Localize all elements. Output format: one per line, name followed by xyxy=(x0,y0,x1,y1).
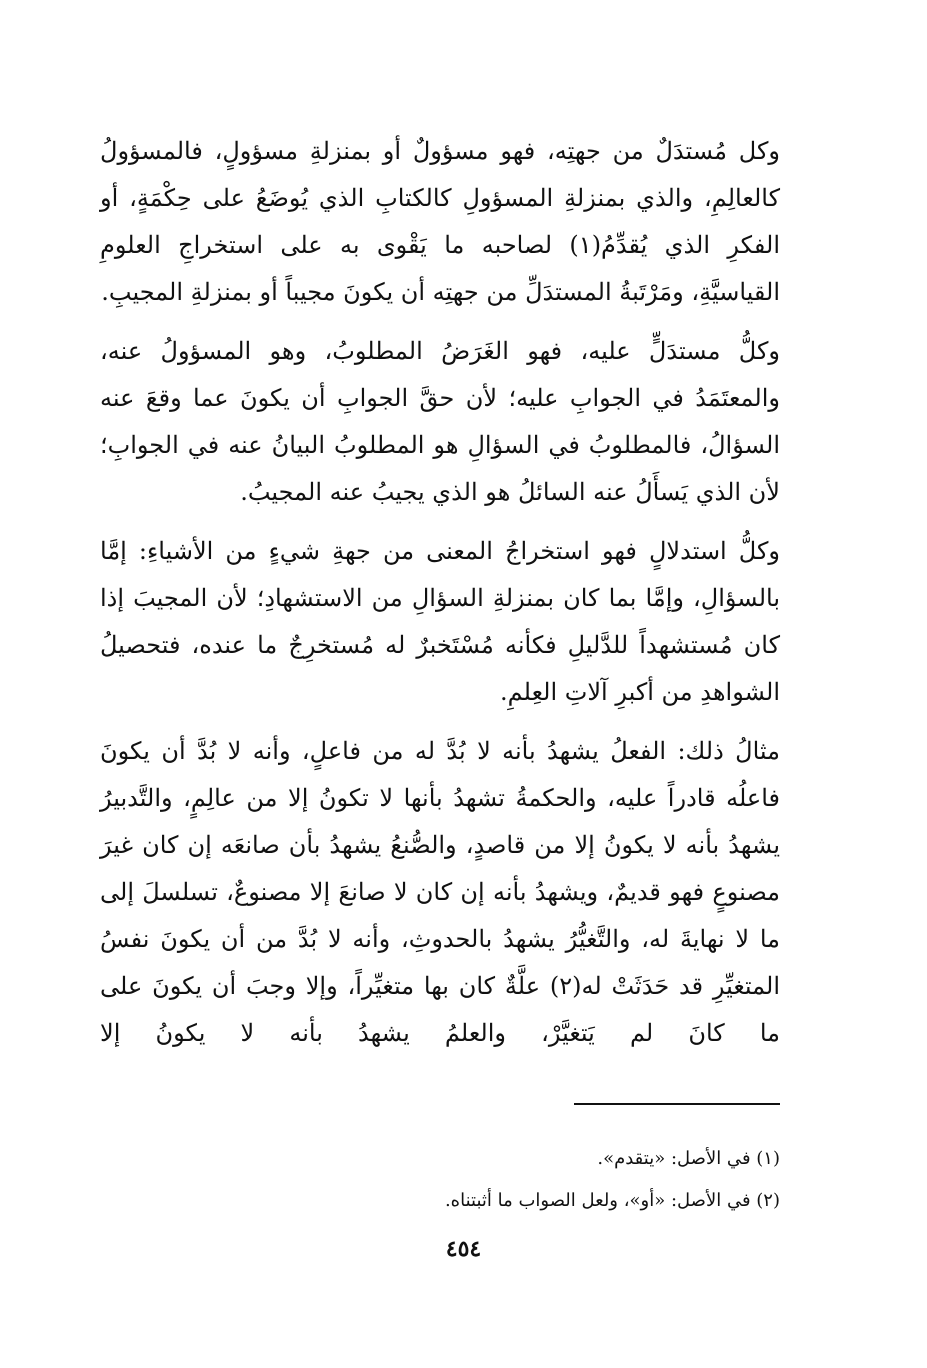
paragraph-3: وكلُّ استدلالٍ فهو استخراجُ المعنى من جهةِ شيءٍ من الأشياءِ: إمَّا بالسؤالِ، وإمَّا بما كان بمنزلةِ السؤالِ من الاستشهادِ؛ لأن المجيبَ إذا كان مُستشهداً للدَّليلِ فكأنه مُسْتَخبرٌ له مُستخرِجٌ ما عنده، فتحصيلُ الشواهدِ من أكبرِ آلاتِ العِلمِ. xyxy=(100,537,780,706)
paragraph-4: مثالُ ذلك: الفعلُ يشهدُ بأنه لا بُدَّ له من فاعلٍ، وأنه لا بُدَّ أن يكونَ فاعلُه قادراً عليه، والحكمةُ تشهدُ بأنها لا تكونُ إلا من عالِمٍ، والتَّدبيرُ يشهدُ بأنه لا يكونُ إلا من قاصدٍ، والصُّنعُ يشهدُ بأن صانعَه إن كان غيرَ مصنوعٍ فهو قديمٌ، ويشهدُ بأنه إن كان لا صانعَ إلا مصنوعٌ، تسلسلَ إلى ما لا نهايةَ له، والتَّغيُّرُ يشهدُ بالحدوثِ، وأنه لا بُدَّ من أن يكونَ نفسُ المتغيِّرِ قد حَدَثَتْ له(٢) علَّةٌ كان بها متغيِّراً، وإلا وجبَ أن يكونَ على ما كانَ لم يَتغيَّرْ، والعلمُ يشهدُ بأنه لا يكونُ إلا xyxy=(100,737,781,1047)
footnotes xyxy=(100,1138,780,1222)
footnote-1: (١) في الأصل: «يتقدم». xyxy=(597,1148,780,1169)
page-number: ٤٥٤ xyxy=(445,1236,482,1262)
footnote-separator xyxy=(574,1103,780,1105)
footnote-2: (٢) في الأصل: «أو»، ولعل الصواب ما أثبتناه. xyxy=(444,1190,780,1211)
paragraph-2: وكلُّ مستدَلٍّ عليه، فهو الغَرَضُ المطلوبُ، وهو المسؤولُ عنه، والمعتَمَدُ في الجوابِ عليه؛ لأن حقَّ الجوابِ أن يكونَ عما وقعَ عنه السؤالُ، فالمطلوبُ في السؤالِ هو المطلوبُ البيانُ عنه في الجوابِ؛ لأن الذي يَسأَلُ عنه السائلُ هو الذي يجيبُ عنه المجيبُ. xyxy=(100,337,781,506)
paragraph-1: وكل مُستدَلٌ من جهتِه، فهو مسؤولٌ أو بمنزلةِ مسؤولٍ، فالمسؤولُ كالعالِمِ، والذي بمنزلةِ المسؤولِ كالكتابِ الذي يُوضَعُ على حِكْمَةٍ، أو الفكرِ الذي يُقدِّمُ(١) لصاحبه ما يَقْوى به على استخراجِ العلومِ القياسيَّةِ، ومَرْتَبةُ المستدَلِّ من جهتِه أن يكونَ مجيباً أو بمنزلةِ المجيبِ. xyxy=(100,137,780,306)
main-text xyxy=(100,128,780,1069)
